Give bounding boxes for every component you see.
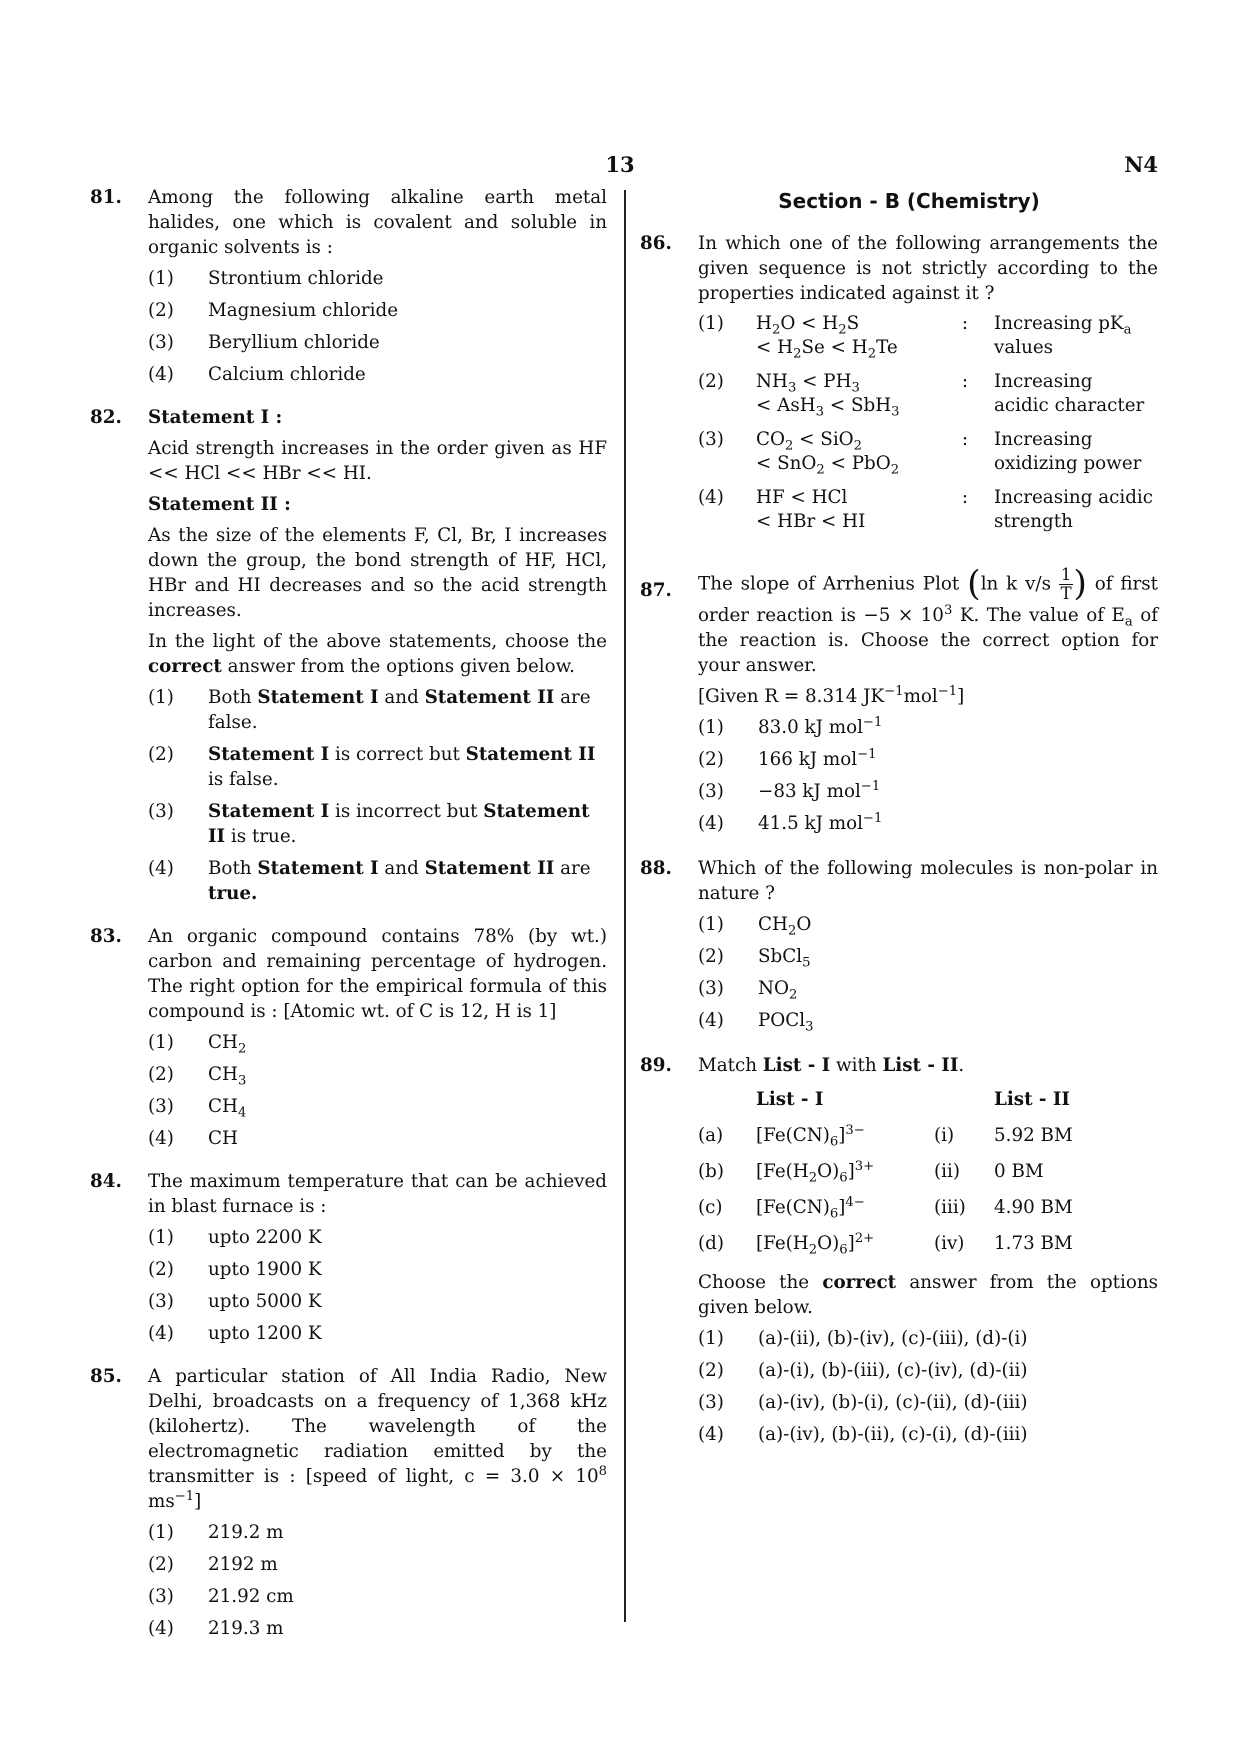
- question-89: [640, 1053, 1158, 1447]
- option-4[interactable]: (4) HF < HCl < HBr < HI : Increasing acidic strength: [698, 487, 1153, 532]
- fraction: $\frac{1}{T}$: [1060, 565, 1072, 603]
- question-87: [640, 566, 1158, 836]
- option-3[interactable]: (3) (a)-(iv), (b)-(i), (c)-(ii), (d)-(iii): [698, 1392, 1028, 1413]
- option-3[interactable]: (3) $NO_2$: [698, 978, 798, 1003]
- option-1[interactable]: (1) 219.2 m: [148, 1522, 284, 1543]
- option-2[interactable]: (2) SbCl$_5$: [698, 946, 811, 971]
- option-4[interactable]: (4) CH: [148, 1128, 238, 1149]
- statement-2-label: Statement II :: [148, 494, 291, 515]
- instruction: In the light of the above statements, choose the correct answer from the options given below.: [148, 631, 607, 677]
- option-1[interactable]: (1) (a)-(ii), (b)-(iv), (c)-(iii), (d)-(i): [698, 1328, 1028, 1349]
- statement-1-label: Statement I :: [148, 407, 283, 428]
- question-number: 88.: [640, 858, 672, 879]
- match-row-d: (d) $[Fe(H_2O)_6]^{2+}$ (iv) 1.73 BM: [698, 1230, 1073, 1258]
- question-86: [640, 231, 1158, 544]
- match-row-b: (b) $[Fe(H_2O)_6]^{3+}$ (ii) 0 BM: [698, 1158, 1044, 1186]
- option-2[interactable]: (2) 2192 m: [148, 1554, 278, 1575]
- question-81: [90, 185, 607, 387]
- question-number: 86.: [640, 233, 672, 254]
- question-stem: A particular station of All India Radio, New Delhi, broadcasts on a frequency of 1,368 kHz (kilohertz). The wavelength of the electromagnetic radiation emitted by the transmitter is : [speed of light, $c = 3.0 \times 10^8$ $ms^{-1}$]: [148, 1366, 607, 1512]
- question-stem: Match List - I with List - II.: [698, 1055, 965, 1076]
- statement-2-text: As the size of the elements F, Cl, Br, I increases down the group, the bond strength of HF, HCl, HBr and HI decreases and so the acid strength increases.: [148, 525, 607, 621]
- match-table: [698, 1084, 1073, 1264]
- given-data: [Given R = 8.314 $JK^{-1}mol^{-1}$]: [698, 683, 965, 707]
- option-1[interactable]: (1) 83.0 kJ mol$^{-1}$: [698, 714, 883, 738]
- option-2[interactable]: (2) 166 kJ mol$^{-1}$: [698, 746, 877, 770]
- question-number: 82.: [90, 407, 122, 428]
- option-3[interactable]: (3) Statement I is incorrect but Statement II is true.: [148, 801, 590, 847]
- question-number: 89.: [640, 1055, 672, 1076]
- question-number: 84.: [90, 1171, 122, 1192]
- right-column: [640, 185, 1158, 1461]
- option-3[interactable]: (3) −83 kJ mol$^{-1}$: [698, 778, 881, 802]
- question-85: [90, 1364, 607, 1641]
- option-1[interactable]: (1) Strontium chloride: [148, 268, 384, 289]
- option-1[interactable]: (1) upto 2200 K: [148, 1227, 322, 1248]
- option-3[interactable]: (3) $CO_2 < SiO_2$ < SnO$_2$ < PbO$_2$ : Increasing oxidizing power: [698, 429, 1142, 478]
- statement-1-text: Acid strength increases in the order given as HF << HCl << HBr << HI.: [148, 438, 607, 484]
- question-number: 87.: [640, 580, 672, 601]
- option-2[interactable]: (2) Statement I is correct but Statement II is false.: [148, 744, 596, 790]
- option-4[interactable]: (4) POCl$_3$: [698, 1010, 814, 1035]
- question-stem: Among the following alkaline earth metal halides, one which is covalent and soluble in organic solvents is :: [148, 187, 607, 258]
- option-4[interactable]: (4) 219.3 m: [148, 1618, 284, 1639]
- option-2[interactable]: (2) (a)-(i), (b)-(iii), (c)-(iv), (d)-(ii): [698, 1360, 1028, 1381]
- question-number: 85.: [90, 1366, 122, 1387]
- page-number: 13: [605, 152, 635, 177]
- section-title: Section - B (Chemistry): [778, 189, 1040, 213]
- question-stem: The maximum temperature that can be achieved in blast furnace is :: [148, 1171, 607, 1217]
- option-1[interactable]: (1) $CH_2$: [148, 1032, 247, 1057]
- list-2-header: List - II: [994, 1089, 1070, 1110]
- instruction: Choose the correct answer from the options given below.: [698, 1272, 1159, 1318]
- option-4[interactable]: (4) upto 1200 K: [148, 1323, 322, 1344]
- question-stem: In which one of the following arrangements the given sequence is not strictly according to the properties indicated against it ?: [698, 233, 1158, 304]
- question-stem: Which of the following molecules is non-polar in nature ?: [698, 858, 1158, 904]
- option-3[interactable]: (3) Beryllium chloride: [148, 332, 380, 353]
- column-divider: [624, 190, 626, 1622]
- option-3[interactable]: (3) upto 5000 K: [148, 1291, 322, 1312]
- question-83: [90, 924, 607, 1151]
- option-1[interactable]: (1) $H_2O < H_2S$ < $H_2Se < H_2Te$ : Increasing $pK_a$ values: [698, 313, 1132, 362]
- option-4[interactable]: (4) Both Statement I and Statement II are true.: [148, 858, 591, 904]
- option-1[interactable]: (1) $CH_2O$: [698, 914, 812, 939]
- option-2[interactable]: (2) upto 1900 K: [148, 1259, 322, 1280]
- option-4[interactable]: (4) (a)-(iv), (b)-(ii), (c)-(i), (d)-(iii): [698, 1424, 1028, 1445]
- question-number: 81.: [90, 187, 122, 208]
- option-3[interactable]: (3) 21.92 cm: [148, 1586, 294, 1607]
- question-82: [90, 405, 607, 906]
- question-88: [640, 856, 1158, 1033]
- option-3[interactable]: (3) $CH_4$: [148, 1096, 247, 1121]
- option-2[interactable]: (2) $NH_3 < PH_3$ < AsH$_3$ < SbH$_3$ : Increasing acidic character: [698, 371, 1145, 420]
- list-1-header: List - I: [756, 1089, 824, 1110]
- option-4[interactable]: (4) Calcium chloride: [148, 364, 366, 385]
- paper-code: N4: [1124, 152, 1158, 177]
- match-row-c: (c) $[Fe(CN)_6]^{4-}$ (iii) 4.90 BM: [698, 1194, 1073, 1222]
- question-number: 83.: [90, 926, 122, 947]
- options-table: [698, 312, 1153, 544]
- question-stem: The slope of Arrhenius Plot (ln k v/s $\frac{1}{T}$ ) of first order reaction is $-5 \times 10^3$ K. The value of $E_a$ of the reaction is. Choose the correct option for your answer.: [698, 564, 1159, 676]
- option-4[interactable]: (4) 41.5 kJ mol$^{-1}$: [698, 810, 883, 834]
- option-2[interactable]: (2) Magnesium chloride: [148, 300, 399, 321]
- option-2[interactable]: (2) $CH_3$: [148, 1064, 247, 1089]
- question-stem: An organic compound contains 78% (by wt.) carbon and remaining percentage of hydrogen. The right option for the empirical formula of this compound is : [Atomic wt. of C is 12, H is 1]: [148, 926, 607, 1022]
- match-row-a: (a) $[Fe(CN)_6]^{3-}$ (i) 5.92 BM: [698, 1122, 1073, 1150]
- left-column: [90, 185, 607, 1655]
- option-1[interactable]: (1) Both Statement I and Statement II are false.: [148, 687, 591, 733]
- question-84: [90, 1169, 607, 1346]
